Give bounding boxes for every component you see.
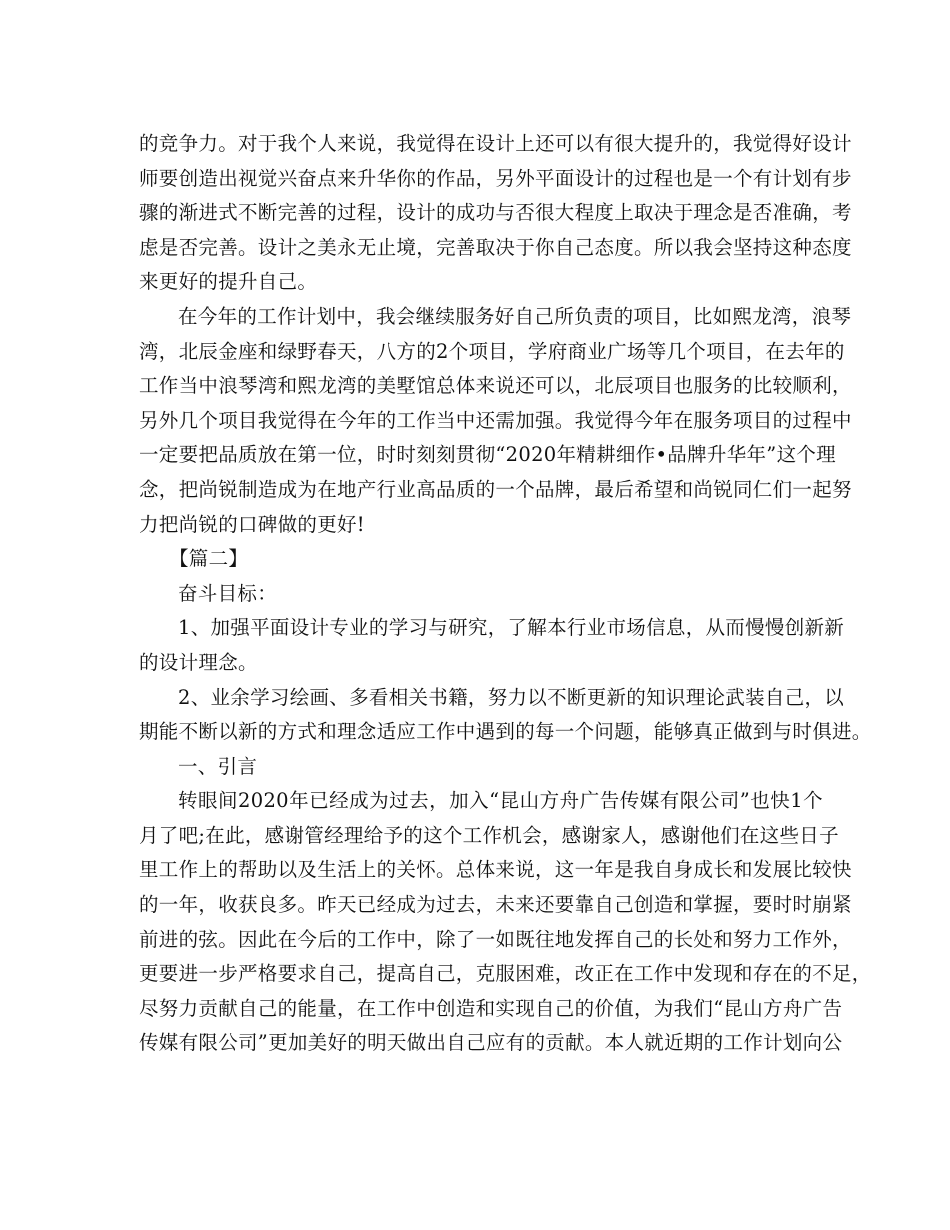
text-line: 来更好的提升自己。 [139, 270, 318, 294]
text-line: 期能不断以新的方式和理念适应工作中遇到的每一个问题，能够真正做到与时俱进。 [139, 720, 872, 744]
text-line: 2、业余学习绘画、多看相关书籍，努力以不断更新的知识理论武装自己，以 [178, 685, 845, 709]
paragraph-intro-title [139, 750, 823, 785]
text-line: 里工作上的帮助以及生活上的关怀。总体来说，这一年是我自身成长和发展比较快 [139, 858, 852, 882]
text-line: 传媒有限公司”更加美好的明天做出自己应有的贡献。本人就近期的工作计划向公 [139, 1031, 843, 1055]
text-line: 转眼间2020年已经成为过去，加入“昆山方舟广告传媒有限公司”也快1个 [178, 789, 823, 813]
text-line: 的竞争力。对于我个人来说，我觉得在设计上还可以有很大提升的，我觉得好设计 [139, 132, 852, 155]
text-line: 另外几个项目我觉得在今年的工作当中还需加强。我觉得今年在服务项目的过程中 [139, 408, 852, 432]
text-line: 一定要把品质放在第一位，时时刻刻贯彻“2020年精耕细作•品牌升华年”这个理 [139, 443, 836, 467]
text-line: 工作当中浪琴湾和熙龙湾的美墅馆总体来说还可以，北辰项目也服务的比较顺利， [139, 374, 852, 398]
text-line: 虑是否完善。设计之美永无止境，完善取决于你自己态度。所以我会坚持这种态度 [139, 235, 852, 259]
text-line: 念，把尚锐制造成为在地产行业高品质的一个品牌，最后希望和尚锐同仁们一起努 [139, 477, 852, 501]
text-line: 尽努力贡献自己的能量，在工作中创造和实现自己的价值，为我们“昆山方舟广告 [139, 996, 843, 1020]
text-line: 月了吧;在此，感谢管经理给予的这个工作机会，感谢家人，感谢他们在这些日子 [139, 823, 839, 847]
text-line: 的设计理念。 [139, 650, 258, 674]
text-line: 的一年，收获良多。昨天已经成为过去，未来还要靠自己创造和掌握，要时时崩紧 [139, 893, 852, 917]
text-line: 一、引言 [178, 754, 258, 778]
text-line: 更要进一步严格要求自己，提高自己，克服困难，改正在工作中发现和存在的不足， [139, 962, 872, 986]
paragraph-intro [139, 784, 872, 1061]
paragraph-goal-1 [139, 611, 845, 680]
paragraph-design-reflection [139, 127, 852, 300]
paragraph-goals-title [139, 577, 823, 612]
text-line: 力把尚锐的口碑做的更好! [139, 512, 365, 536]
paragraph-goal-2 [139, 681, 872, 750]
section-heading [139, 542, 823, 577]
text-line: 在今年的工作计划中，我会继续服务好自己所负责的项目，比如熙龙湾，浪琴 [178, 304, 852, 328]
text-line: 前进的弦。因此在今后的工作中，除了一如既往地发挥自己的长处和努力工作外， [139, 927, 852, 951]
section-heading-text: 【篇二】 [169, 547, 249, 571]
paragraph-work-plan [139, 300, 852, 542]
text-line: 骤的渐进式不断完善的过程，设计的成功与否很大程度上取决于理念是否准确，考 [139, 201, 852, 225]
text-line: 湾，北辰金座和绿野春天，八方的2个项目，学府商业广场等几个项目，在去年的 [139, 339, 845, 363]
text-line: 师要创造出视觉兴奋点来升华你的作品，另外平面设计的过程也是一个有计划有步 [139, 166, 852, 190]
document-body [139, 127, 872, 1061]
text-line: 1、加强平面设计专业的学习与研究，了解本行业市场信息，从而慢慢创新新 [178, 616, 845, 640]
text-line: 奋斗目标： [178, 581, 278, 605]
